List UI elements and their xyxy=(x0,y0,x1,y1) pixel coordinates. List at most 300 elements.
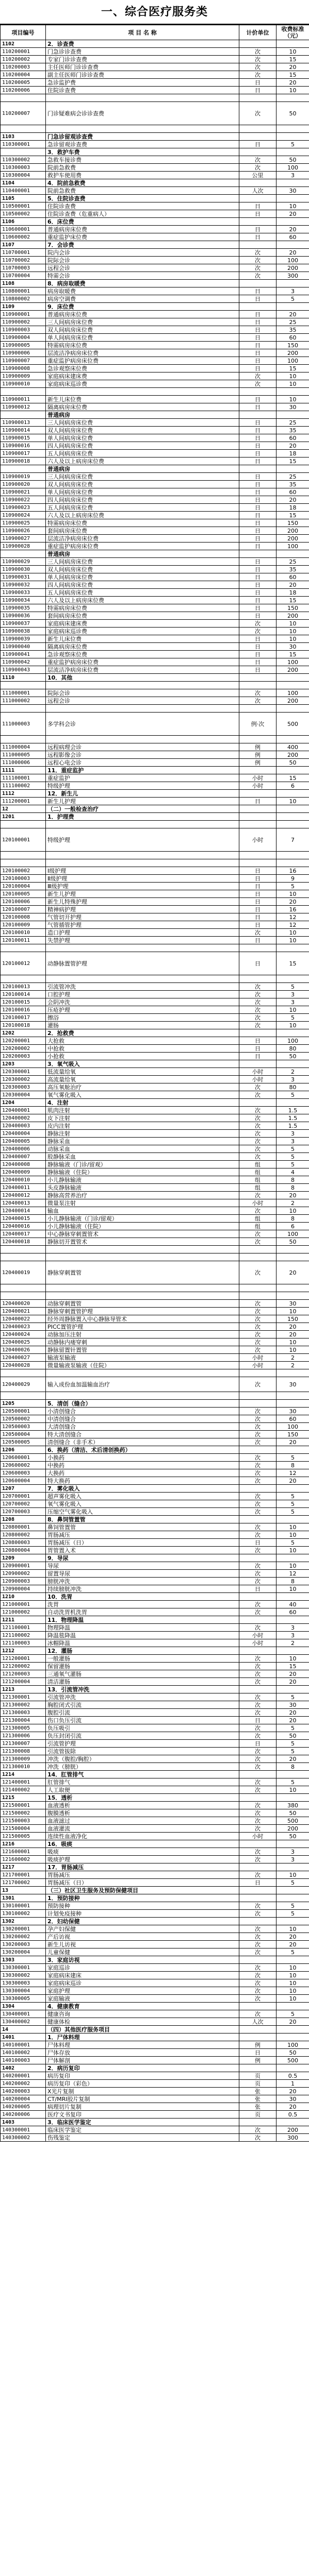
item-name: 三人间病房床位费 xyxy=(46,318,239,326)
item-price: 150 xyxy=(277,342,309,349)
item-unit xyxy=(239,813,277,821)
item-name: 预防接种 xyxy=(46,1902,239,1910)
item-code: 1209 xyxy=(1,1554,46,1562)
item-code: 110200001 xyxy=(1,48,46,56)
section-row xyxy=(1,1918,309,1925)
item-code: 110900040 xyxy=(1,643,46,651)
table-row xyxy=(1,496,309,504)
table-row xyxy=(1,1833,309,1840)
item-code: 120400016 xyxy=(1,1223,46,1230)
item-price: 100 xyxy=(277,1423,309,1431)
item-code: 121500001 xyxy=(1,1802,46,1809)
item-code: 121300005 xyxy=(1,1724,46,1732)
item-name: 五人间病房床位费 xyxy=(46,504,239,512)
item-name: Ⅲ级护理 xyxy=(46,883,239,890)
item-name: （四）其他医疗服务项目 xyxy=(46,2026,239,2033)
item-price: 20 xyxy=(277,1477,309,1485)
item-price xyxy=(277,303,309,311)
item-code: 130300004 xyxy=(1,1987,46,1995)
item-code: 120400011 xyxy=(1,1184,46,1192)
table-row xyxy=(1,2049,309,2057)
item-unit: 次 xyxy=(239,1987,277,1995)
item-price: 3 xyxy=(277,1076,309,1083)
item-name: 病房取暖费 xyxy=(46,287,239,295)
item-code xyxy=(1,148,46,156)
item-code: 111000006 xyxy=(1,759,46,767)
item-unit: 日 xyxy=(239,403,277,411)
item-code: 1103 xyxy=(1,133,46,141)
item-unit: 次 xyxy=(239,1014,277,1022)
item-unit xyxy=(239,2064,277,2072)
item-name: 13．引流管冲洗 xyxy=(46,1686,239,1693)
section-row xyxy=(1,2026,309,2033)
item-code: 110900013 xyxy=(1,419,46,427)
item-name: 家庭病床巡诊费 xyxy=(46,628,239,635)
item-code: 120400003 xyxy=(1,1122,46,1130)
table-row xyxy=(1,983,309,991)
table-row xyxy=(1,1732,309,1740)
item-price: 15 xyxy=(277,56,309,63)
item-unit: 次 xyxy=(239,1477,277,1485)
table-row xyxy=(1,1608,309,1616)
item-code: 1108 xyxy=(1,280,46,287)
table-row xyxy=(1,1825,309,1833)
table-row xyxy=(1,1740,309,1748)
item-unit: 次 xyxy=(239,1972,277,1979)
item-code: 121100002 xyxy=(1,1632,46,1639)
header-name: 项 目 名 称 xyxy=(46,25,239,40)
item-unit: 次 xyxy=(239,1670,277,1678)
table-row xyxy=(1,798,309,805)
table-row xyxy=(1,1300,309,1308)
item-name: 自动洗胃机洗胃 xyxy=(46,1608,239,1616)
item-code: 121200004 xyxy=(1,1678,46,1686)
item-price: 18 xyxy=(277,589,309,597)
item-price: 20 xyxy=(277,496,309,504)
item-name: 16．吸痰 xyxy=(46,1840,239,1848)
item-name: 会阴冲洗 xyxy=(46,998,239,1006)
item-name: 冰帽降温 xyxy=(46,1639,239,1647)
table-row xyxy=(1,975,309,983)
table-row xyxy=(1,1261,309,1284)
item-name: 大清创缝合 xyxy=(46,1423,239,1431)
item-name: 四人间病房床位费 xyxy=(46,442,239,450)
item-price xyxy=(277,767,309,774)
item-price: 10 xyxy=(277,1022,309,1029)
item-price: 60 xyxy=(277,488,309,496)
item-unit: 日 xyxy=(239,1037,277,1045)
item-name: 四人间病房床位费 xyxy=(46,581,239,589)
item-unit: 日 xyxy=(239,921,277,929)
item-unit: 次 xyxy=(239,1523,277,1531)
table-row xyxy=(1,1091,309,1099)
item-price: 100 xyxy=(277,164,309,172)
item-price xyxy=(277,1029,309,1037)
item-code: 110900008 xyxy=(1,365,46,372)
item-price: 50 xyxy=(277,1732,309,1740)
item-price: 35 xyxy=(277,481,309,488)
item-price: 5 xyxy=(277,1879,309,1887)
item-price: 50 xyxy=(277,1053,309,1060)
item-code: 1303 xyxy=(1,1956,46,1964)
item-unit xyxy=(239,179,277,187)
item-code: 1403 xyxy=(1,2119,46,2126)
table-row xyxy=(1,1539,309,1547)
item-code: 110900030 xyxy=(1,566,46,573)
item-price: 1 xyxy=(277,2080,309,2088)
item-unit: 次 xyxy=(239,1423,277,1431)
item-unit: 次 xyxy=(239,1624,277,1632)
item-unit: 日 xyxy=(239,535,277,543)
item-code: 110700004 xyxy=(1,272,46,280)
item-name: 四人间病房床位费 xyxy=(46,496,239,504)
item-name: 经外周静脉置入中心静脉导管术 xyxy=(46,1315,239,1323)
item-code xyxy=(1,859,46,867)
item-unit: 小时 xyxy=(239,782,277,790)
item-price xyxy=(277,280,309,287)
item-price: 10 xyxy=(277,798,309,805)
item-price xyxy=(277,1060,309,1068)
table-row xyxy=(1,782,309,790)
item-code: 110500002 xyxy=(1,210,46,218)
item-name: 新生儿护理 xyxy=(46,890,239,898)
item-name: 胃肠减压 xyxy=(46,1871,239,1879)
item-code: 1210 xyxy=(1,1593,46,1601)
table-row xyxy=(1,1979,309,1987)
item-price: 10 xyxy=(277,396,309,403)
item-price: 15 xyxy=(277,71,309,79)
item-price: 5 xyxy=(277,1948,309,1956)
item-unit: 次 xyxy=(239,1848,277,1856)
item-name: 2．病历复印 xyxy=(46,2064,239,2072)
item-name: 4．注射 xyxy=(46,1099,239,1107)
item-name: 连续性血液净化 xyxy=(46,1833,239,1840)
item-unit xyxy=(239,280,277,287)
item-unit: 次 xyxy=(239,56,277,63)
table-row xyxy=(1,1083,309,1091)
item-price xyxy=(277,1840,309,1848)
item-unit: 次 xyxy=(239,1408,277,1415)
item-unit: 次 xyxy=(239,1531,277,1539)
item-code: 120400024 xyxy=(1,1331,46,1338)
item-unit: 次 xyxy=(239,1678,277,1686)
item-name: 家庭病床巡诊 xyxy=(46,1979,239,1987)
item-code: 110300001 xyxy=(1,141,46,148)
item-price: 3 xyxy=(277,287,309,295)
item-name: 低流量给氧 xyxy=(46,1068,239,1076)
item-name: 五人间病房床位费 xyxy=(46,450,239,457)
item-unit: 次 xyxy=(239,1763,277,1771)
item-name: 输液泵输液 xyxy=(46,1354,239,1362)
item-code: 120400029 xyxy=(1,1377,46,1392)
item-name: 中换药 xyxy=(46,1462,239,1469)
item-price: 15 xyxy=(277,774,309,782)
item-price: 5 xyxy=(277,1724,309,1732)
item-unit: 日 xyxy=(239,1740,277,1748)
table-row xyxy=(1,1308,309,1315)
item-unit xyxy=(239,859,277,867)
item-unit: 次 xyxy=(239,1933,277,1941)
item-name: 普通病房床位费 xyxy=(46,226,239,233)
table-row xyxy=(1,1701,309,1709)
item-code: 120100015 xyxy=(1,998,46,1006)
item-code: 121600001 xyxy=(1,1848,46,1856)
item-name: 院前急救费 xyxy=(46,187,239,195)
item-unit xyxy=(239,1616,277,1624)
item-code: 120100018 xyxy=(1,1022,46,1029)
table-row xyxy=(1,1192,309,1199)
item-unit: 公里 xyxy=(239,172,277,179)
item-name: 压缩空气雾化吸入 xyxy=(46,1508,239,1516)
item-name xyxy=(46,852,239,859)
item-price: 6 xyxy=(277,782,309,790)
item-code: 121300007 xyxy=(1,1740,46,1748)
item-code: 120400008 xyxy=(1,1161,46,1168)
item-unit: 次 xyxy=(239,1338,277,1346)
header-code: 项目编号 xyxy=(1,25,46,40)
item-price: 8 xyxy=(277,1578,309,1585)
section-row xyxy=(1,1099,309,1107)
item-unit: 日 xyxy=(239,558,277,566)
table-row xyxy=(1,442,309,450)
item-price xyxy=(277,148,309,156)
table-row xyxy=(1,875,309,883)
item-name: 三人间病房床位费 xyxy=(46,419,239,427)
item-name: 新生儿访视 xyxy=(46,1941,239,1948)
item-price: 15 xyxy=(277,952,309,975)
item-name: 腹腔引流 xyxy=(46,1709,239,1717)
item-name: （二）一般检查治疗 xyxy=(46,805,239,813)
item-code: 110900016 xyxy=(1,442,46,450)
table-row xyxy=(1,1763,309,1771)
item-code: 110900035 xyxy=(1,604,46,612)
table-row xyxy=(1,427,309,434)
table-row xyxy=(1,318,309,326)
item-price: 4 xyxy=(277,1168,309,1176)
item-code: 111100001 xyxy=(1,774,46,782)
item-code: 121500003 xyxy=(1,1817,46,1825)
item-unit: 小时 xyxy=(239,1833,277,1840)
item-name: 氧气雾化吸入 xyxy=(46,1091,239,1099)
item-price: 60 xyxy=(277,573,309,581)
item-name: 冲洗（膀胱） xyxy=(46,1763,239,1771)
item-price: 3 xyxy=(277,1632,309,1639)
table-row xyxy=(1,481,309,488)
item-price: 20 xyxy=(277,2018,309,2026)
table-row xyxy=(1,558,309,566)
item-code: 121400002 xyxy=(1,1786,46,1794)
table-row xyxy=(1,1114,309,1122)
item-code: 120600002 xyxy=(1,1462,46,1469)
item-code: 110900027 xyxy=(1,535,46,543)
item-name: 负压吸引 xyxy=(46,1724,239,1732)
item-unit: 次 xyxy=(239,1469,277,1477)
item-name: 门急诊诊查费 xyxy=(46,48,239,56)
item-price: 20 xyxy=(277,1933,309,1941)
item-unit: 次 xyxy=(239,272,277,280)
item-price: 150 xyxy=(277,1431,309,1438)
table-row xyxy=(1,589,309,597)
item-code: 130100001 xyxy=(1,1902,46,1910)
table-row xyxy=(1,1748,309,1755)
item-name: 特需病房床位费 xyxy=(46,342,239,349)
item-name: 静脉输液（门诊/留观） xyxy=(46,1161,239,1168)
item-code: 120100010 xyxy=(1,929,46,937)
item-unit xyxy=(239,1246,277,1253)
table-row xyxy=(1,1122,309,1130)
item-code: 110800001 xyxy=(1,287,46,295)
item-unit: 次 xyxy=(239,1431,277,1438)
item-code: 120400022 xyxy=(1,1315,46,1323)
item-price xyxy=(277,241,309,249)
table-row xyxy=(1,566,309,573)
item-name: 6．换药（清洁、术后清创换药） xyxy=(46,1446,239,1454)
item-code: 120900002 xyxy=(1,1570,46,1578)
item-code: 110600001 xyxy=(1,226,46,233)
item-name: 静脉注射 xyxy=(46,1130,239,1138)
item-unit xyxy=(239,1392,277,1400)
item-price: 10 xyxy=(277,1786,309,1794)
item-unit: 次 xyxy=(239,1006,277,1014)
item-unit: 日 xyxy=(239,295,277,303)
item-unit: 例·次 xyxy=(239,713,277,736)
item-name: 住院诊查费 xyxy=(46,202,239,210)
item-code: 140200004 xyxy=(1,2095,46,2103)
table-row xyxy=(1,1408,309,1415)
item-unit: 日 xyxy=(239,349,277,357)
item-code: 110900004 xyxy=(1,334,46,342)
section-row xyxy=(1,1771,309,1778)
section-row xyxy=(1,805,309,813)
item-code: 120500001 xyxy=(1,1408,46,1415)
item-name: 远程会诊 xyxy=(46,697,239,705)
table-row xyxy=(1,2018,309,2026)
item-name: 静脉留置针置管 xyxy=(46,1346,239,1354)
item-code: 1104 xyxy=(1,179,46,187)
table-row xyxy=(1,2080,309,2088)
item-code: 1106 xyxy=(1,218,46,226)
item-price: 5 xyxy=(277,1454,309,1462)
item-unit: 组 xyxy=(239,1176,277,1184)
item-price xyxy=(277,1647,309,1655)
item-unit xyxy=(239,40,277,48)
item-price xyxy=(277,1446,309,1454)
item-code: 110900007 xyxy=(1,357,46,365)
table-row xyxy=(1,628,309,635)
item-price: 5 xyxy=(277,1693,309,1701)
item-unit: 次 xyxy=(239,1562,277,1570)
table-row xyxy=(1,1578,309,1585)
item-name: 新生儿护理 xyxy=(46,798,239,805)
item-unit: 次 xyxy=(239,1238,277,1246)
item-name xyxy=(46,736,239,743)
table-row xyxy=(1,859,309,867)
table-row xyxy=(1,1972,309,1979)
item-unit: 次 xyxy=(239,1130,277,1138)
item-code: 1109 xyxy=(1,303,46,311)
item-name: 伤残鉴定 xyxy=(46,2134,239,2142)
table-row xyxy=(1,512,309,519)
item-code: 1112 xyxy=(1,790,46,798)
table-row xyxy=(1,287,309,295)
item-unit xyxy=(239,705,277,713)
item-unit xyxy=(239,1647,277,1655)
item-price: 15 xyxy=(277,365,309,372)
item-price: 100 xyxy=(277,1037,309,1045)
item-code: 120100005 xyxy=(1,890,46,898)
item-price: 5 xyxy=(277,1153,309,1161)
item-code: 120500003 xyxy=(1,1423,46,1431)
item-price: 80 xyxy=(277,1045,309,1053)
item-name: 1．预防接种 xyxy=(46,1894,239,1902)
item-price: 20 xyxy=(277,2088,309,2095)
item-code: 121300003 xyxy=(1,1709,46,1717)
item-code: 121100001 xyxy=(1,1624,46,1632)
item-name: 清洁灌肠 xyxy=(46,1678,239,1686)
item-unit: 例 xyxy=(239,759,277,767)
item-code: 120100009 xyxy=(1,921,46,929)
item-code: 130300003 xyxy=(1,1979,46,1987)
item-name: 动脉穿刺置管 xyxy=(46,1300,239,1308)
item-price: 5 xyxy=(277,1778,309,1786)
table-row xyxy=(1,249,309,257)
item-code: 120100017 xyxy=(1,1014,46,1022)
item-code: 130200002 xyxy=(1,1933,46,1941)
item-name: 六人及以上病房床位费 xyxy=(46,457,239,465)
table-row xyxy=(1,2126,309,2134)
table-row xyxy=(1,1508,309,1516)
item-name: 中清创缝合 xyxy=(46,1415,239,1423)
item-code: 140200006 xyxy=(1,2111,46,2119)
item-price: 3 xyxy=(277,1856,309,1863)
item-code: 1211 xyxy=(1,1616,46,1624)
item-unit: 次 xyxy=(239,1331,277,1338)
item-code: 110900029 xyxy=(1,558,46,566)
item-price: 60 xyxy=(277,334,309,342)
item-name: 大换药 xyxy=(46,1469,239,1477)
item-price: 200 xyxy=(277,697,309,705)
item-name: 院前急救费 xyxy=(46,164,239,172)
item-price: 10 xyxy=(277,890,309,898)
item-name: 尸体存放 xyxy=(46,2049,239,2057)
item-unit: 日 xyxy=(239,210,277,218)
item-unit: 日 xyxy=(239,473,277,481)
item-price: 10 xyxy=(277,1006,309,1014)
table-row xyxy=(1,1315,309,1323)
fee-table xyxy=(0,25,309,2142)
item-price: 10 xyxy=(277,1655,309,1663)
item-unit: 次 xyxy=(239,1315,277,1323)
item-price: 5 xyxy=(277,1091,309,1099)
item-unit xyxy=(239,148,277,156)
item-unit xyxy=(239,1284,277,1292)
item-name: 小儿静脉输液 xyxy=(46,1176,239,1184)
section-row xyxy=(1,465,309,473)
item-name: 清创缝合（非手术） xyxy=(46,1438,239,1446)
item-unit: 张 xyxy=(239,2088,277,2095)
table-row xyxy=(1,1462,309,1469)
item-name: 临床医学鉴定 xyxy=(46,2126,239,2134)
item-code xyxy=(1,94,46,102)
item-code: 110900012 xyxy=(1,403,46,411)
item-name: 胸腔闭式引流 xyxy=(46,1701,239,1709)
item-code xyxy=(1,388,46,396)
table-row xyxy=(1,457,309,465)
item-code: 120400020 xyxy=(1,1300,46,1308)
item-name: 院际会诊 xyxy=(46,257,239,264)
table-row xyxy=(1,1246,309,1253)
table-row xyxy=(1,172,309,179)
